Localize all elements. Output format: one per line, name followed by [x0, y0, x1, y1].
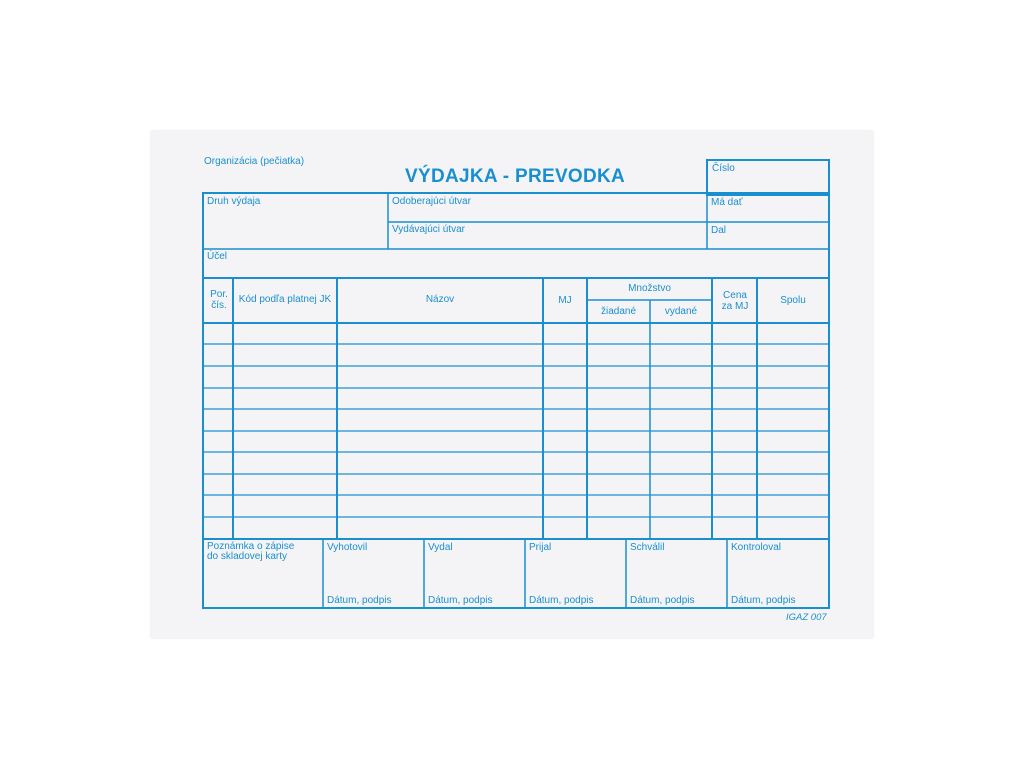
odoberajuci-utvar-label: Odoberajúci útvar — [392, 196, 471, 207]
form-title: VÝDAJKA - PREVODKA — [405, 166, 626, 187]
signature-role-schvalil: Schválil — [630, 542, 665, 553]
poznamka-label-line1: Poznámka o zápise — [207, 541, 295, 552]
organization-label: Organizácia (pečiatka) — [204, 156, 305, 167]
ma-dat-label: Má dať — [711, 197, 743, 208]
col-header-cis: čís. — [211, 300, 227, 311]
col-header-mnozstvo: Množstvo — [628, 283, 671, 294]
vydavajuci-utvar-label: Vydávajúci útvar — [392, 224, 465, 235]
col-header-cena: Cena — [723, 290, 747, 301]
ucel-label: Účel — [207, 251, 228, 262]
col-header-spolu: Spolu — [780, 295, 806, 306]
signature-date-schvalil: Dátum, podpis — [630, 595, 695, 606]
col-header-za-mj: za MJ — [721, 301, 749, 312]
signature-date-prijal: Dátum, podpis — [529, 595, 594, 606]
signature-role-prijal: Prijal — [529, 542, 552, 553]
form-code: IGAZ 007 — [786, 612, 827, 623]
signature-role-vydal: Vydal — [428, 542, 453, 553]
col-header-nazov: Názov — [425, 294, 455, 305]
signature-role-vyhotovil: Vyhotovil — [327, 542, 368, 553]
signature-date-vydal: Dátum, podpis — [428, 595, 493, 606]
col-header-por: Por. — [210, 289, 228, 300]
signature-role-kontroloval: Kontroloval — [731, 542, 782, 553]
dal-label: Dal — [711, 225, 727, 236]
col-header-kod: Kód podľa platnej JK — [238, 294, 332, 305]
poznamka-label-line2: do skladovej karty — [207, 551, 288, 562]
druh-vydaja-label: Druh výdaja — [207, 196, 261, 207]
signature-date-kontroloval: Dátum, podpis — [731, 595, 796, 606]
signature-date-vyhotovil: Dátum, podpis — [327, 595, 392, 606]
col-header-vydane: vydané — [664, 306, 698, 317]
cislo-label: Číslo — [712, 163, 735, 174]
col-header-mj: MJ — [558, 295, 572, 306]
col-header-ziadane: žiadané — [600, 306, 637, 317]
